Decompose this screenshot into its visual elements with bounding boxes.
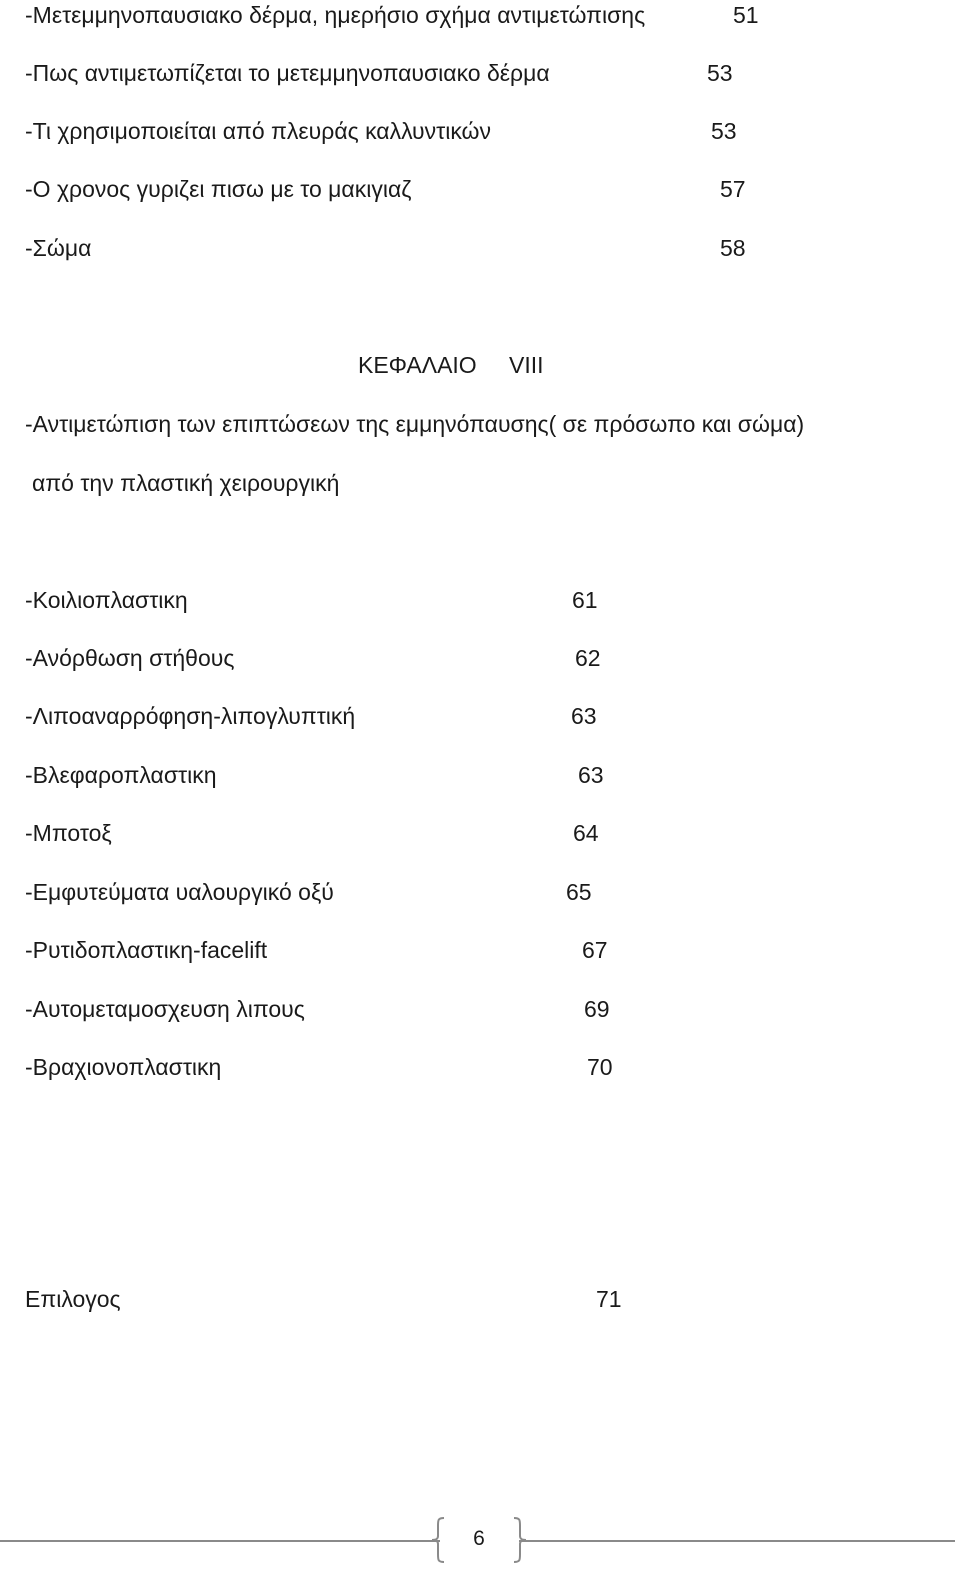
toc-entry-label: -Πως αντιμετωπίζεται το μετεμμηνοπαυσιακο δέρμα [25, 60, 550, 86]
toc-entry-page: 62 [575, 645, 601, 671]
toc-entry-label: -Σώμα [25, 235, 92, 261]
toc-entry-page: 51 [733, 2, 759, 28]
epilogue-page: 71 [596, 1286, 622, 1312]
toc-entry-page: 64 [573, 820, 599, 846]
toc-entry-page: 63 [571, 703, 597, 729]
toc-entry-label: -Ανόρθωση στήθους [25, 645, 235, 671]
epilogue-label: Επιλογος [25, 1286, 121, 1312]
toc-entry-page: 63 [578, 762, 604, 788]
toc-entry-label: -Μετεμμηνοπαυσιακο δέρμα, ημερήσιο σχήμα αντιμετώπισης [25, 2, 646, 28]
footer-rule-right [519, 1540, 955, 1542]
toc-entry-page: 53 [711, 118, 737, 144]
toc-entry-label: -Βλεφαροπλαστικη [25, 762, 217, 788]
toc-entry-page: 53 [707, 60, 733, 86]
toc-entry-label: -Ρυτιδοπλαστικη-facelift [25, 937, 268, 963]
toc-entry-page: 69 [584, 996, 610, 1022]
chapter-title-line-2: από την πλαστική χειρουργική [32, 470, 340, 496]
footer-rule-left [0, 1540, 440, 1542]
toc-entry-label: -Μποτοξ [25, 820, 112, 846]
page-number: 6 [473, 1527, 485, 1550]
chapter-title-line-1: -Αντιμετώπιση των επιπτώσεων της εμμηνόπαυσης( σε πρόσωπο και σώμα) [25, 411, 805, 437]
toc-entry-label: -Εμφυτεύματα υαλουργικό οξύ [25, 879, 334, 905]
toc-entry-label: -Τι χρησιμοποιείται από πλευράς καλλυντικών [25, 118, 492, 144]
toc-entry-label: -Κοιλιοπλαστικη [25, 587, 188, 613]
toc-entry-page: 65 [566, 879, 592, 905]
chapter-word: ΚΕΦΑΛΑΙΟ [358, 352, 477, 378]
toc-entry-label: -Βραχιονοπλαστικη [25, 1054, 222, 1080]
toc-entry-page: 70 [587, 1054, 613, 1080]
toc-entry-label: -Ο χρονος γυριζει πισω με το μακιγιαζ [25, 176, 412, 202]
toc-entry-page: 61 [572, 587, 598, 613]
chapter-numeral: VIII [509, 352, 544, 378]
toc-entry-label: -Λιποαναρρόφηση-λιπογλυπτική [25, 703, 356, 729]
toc-entry-page: 57 [720, 176, 746, 202]
toc-entry-label: -Αυτομεταμοσχευση λιπους [25, 996, 305, 1022]
toc-entry-page: 58 [720, 235, 746, 261]
toc-entry-page: 67 [582, 937, 608, 963]
